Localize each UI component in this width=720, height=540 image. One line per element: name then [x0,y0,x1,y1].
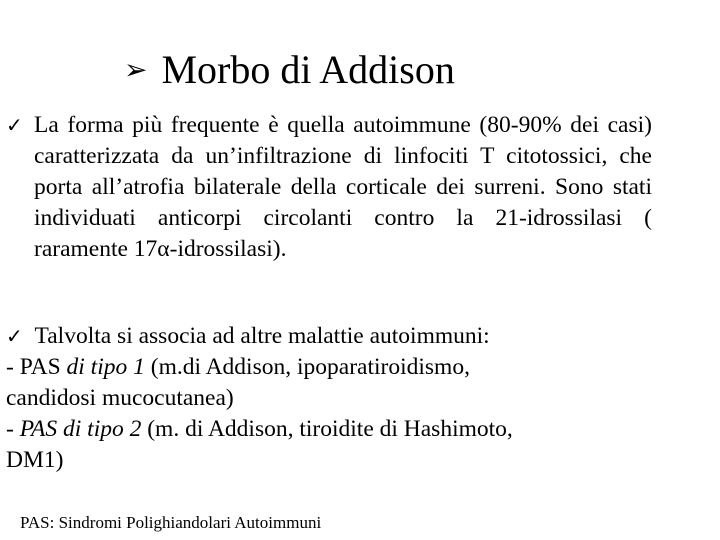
footnote: PAS: Sindromi Polighiandolari Autoimmuni [20,513,322,532]
bullet-point-1 [6,110,652,265]
pas2-prefix: - [6,416,20,442]
pas2-type: PAS di tipo 2 [19,416,142,442]
pas2-description: (m. di Addison, tiroidite di Hashimoto, [141,416,513,442]
title-text: Morbo di Addison [161,47,455,92]
pas1-description: (m.di Addison, ipoparatiroidismo, [144,354,470,380]
bullet-point-2 [6,321,666,476]
slide-title [124,44,455,101]
bullet-point-1-text: La forma più frequente è quella autoimmune (80-90% dei casi) caratterizzata da un’infiltrazione di linfociti T citotossici, che porta all’atrofia bilaterale della corticale dei surreni. Sono stati individuati anticorpi circolanti contro la 21-idrossilasi ( raramente 17α-idrossilasi). [34,112,652,262]
checkmark-icon: ✓ [6,324,23,348]
pas1-prefix: - PAS [6,354,67,380]
pas-type-2-line [6,414,666,445]
pas-type-2-continuation: DM1) [6,447,64,473]
pas1-type: di tipo 1 [66,354,145,380]
arrow-bullet-icon: ➢ [124,55,148,86]
checkmark-icon: ✓ [6,113,23,137]
pas-type-1-line [6,352,666,383]
bullet-point-2-intro: Talvolta si associa ad altre malattie autoimmuni: [34,323,490,349]
pas-type-1-continuation: candidosi mucocutanea) [6,385,234,411]
bullet-point-2-intro-line [6,321,666,352]
